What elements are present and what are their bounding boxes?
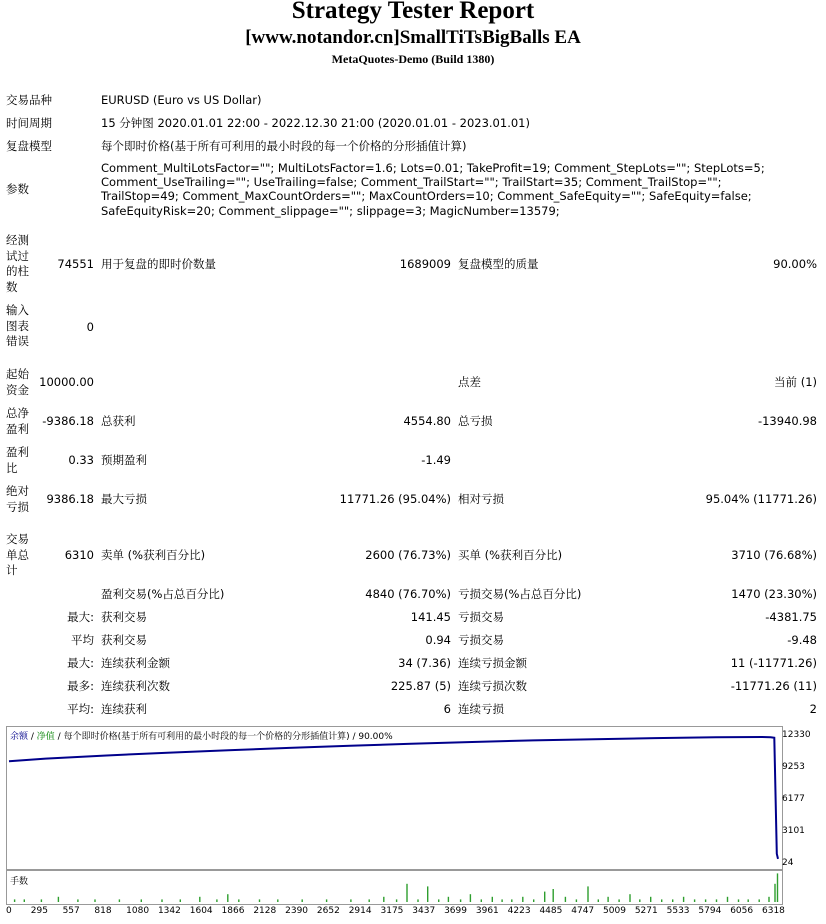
most-cons-profit-value: 225.87 (5) [390,679,451,693]
volume-bar [161,899,162,902]
y-tick-label: 12330 [782,730,811,740]
profit-factor-label: 盈利比 [6,445,29,475]
legend-equity: 净值 [36,732,55,742]
volume-bar [738,899,739,902]
volume-bar [277,899,278,902]
x-tick-label: 3961 [475,906,499,916]
x-tick-label: 818 [94,906,112,916]
volume-bar [511,899,512,902]
rel-drawdown-label: 相对亏损 [458,492,504,506]
volume-bar [383,897,384,902]
x-tick-label: 1080 [126,906,150,916]
x-tick-label: 5009 [603,906,626,916]
x-tick-label: 557 [62,906,80,916]
x-tick-label: 2914 [348,906,372,916]
ticks-value: 1689009 [399,257,451,271]
mismatch-value: 0 [86,320,94,334]
profit-trades-label: 盈利交易(%占总百分比) [101,587,225,601]
average-profit-value: 0.94 [425,633,451,647]
volume-bar [302,899,303,902]
volume-bar [501,899,502,902]
x-tick-label: 2128 [253,906,277,916]
profit-factor-value: 0.33 [68,453,94,467]
legend-balance: 余额 [10,732,29,742]
symbol-label: 交易品种 [6,93,52,107]
symbol-value: EURUSD (Euro vs US Dollar) [101,93,262,107]
x-tick-label: 3175 [380,906,404,916]
volume-bar [460,899,461,902]
net-profit-value: -9386.18 [42,414,94,428]
avg-cons-losses-value: 2 [809,702,817,716]
average-prefix: 平均 [71,633,94,647]
avg-cons-prefix: 平均: [67,702,94,716]
volume-bar [350,899,351,902]
volume-bar [716,899,717,902]
volume-bar [141,899,142,902]
volume-bar [533,899,534,902]
balance-line-plot [7,727,782,869]
volume-bar [238,899,239,902]
average-loss-label: 亏损交易 [458,633,504,647]
avg-cons-losses-label: 连续亏损 [458,702,504,716]
y-tick-label: 24 [782,858,794,868]
volume-bar [629,894,630,902]
volume-bar [672,899,673,902]
largest-profit-label: 获利交易 [101,610,147,624]
max-drawdown-label: 最大亏损 [101,492,147,506]
volume-bar [618,899,619,902]
volume-bar [639,899,640,902]
params-label: 参数 [6,182,29,196]
loss-trades-label: 亏损交易(%占总百分比) [458,587,582,601]
volume-bar [216,899,217,902]
x-tick-label: 3699 [444,906,467,916]
abs-drawdown-label: 绝对亏损 [6,484,29,514]
volume-chart [6,870,783,905]
volume-bar [119,899,120,902]
volume-bar [369,899,370,902]
x-tick-label: 6318 [762,906,785,916]
x-tick-label: 2390 [285,906,309,916]
maximum-prefix: 最大: [67,656,94,670]
x-tick-label: 295 [30,906,48,916]
most-cons-loss-label: 连续亏损次数 [458,679,527,693]
max-cons-losses-label: 连续亏损金额 [458,656,527,670]
bars-value: 74551 [57,257,94,271]
bars-label: 经测试过的柱数 [6,233,29,294]
total-trades-label: 交易单总计 [6,532,29,577]
expert-name: [www.notandor.cn]SmallTiTsBigBalls EA [245,27,581,48]
avg-cons-wins-value: 6 [443,702,451,716]
gross-profit-value: 4554.80 [403,414,451,428]
volume-bar [227,894,228,902]
volume-bar [438,899,439,902]
legend-sep-1: / [28,732,37,742]
x-tick-label: 4485 [539,906,563,916]
volume-bar [470,894,471,902]
largest-prefix: 最大: [67,610,94,624]
long-positions-value: 3710 (76.68%) [731,548,817,562]
volume-bar [683,897,684,902]
volume-bar [661,899,662,902]
model-label: 复盘模型 [6,139,52,153]
x-tick-label: 4223 [507,906,531,916]
volume-bar [727,897,728,902]
most-prefix: 最多: [67,679,94,693]
volume-bar [694,899,695,902]
volume-bar [748,899,749,902]
loss-trades-value: 1470 (23.30%) [731,587,817,601]
deposit-value: 10000.00 [39,375,94,389]
volume-label: 手数 [10,877,29,887]
x-tick-label: 0 [6,906,12,916]
legend-quality: 90.00% [358,732,393,742]
spread-value: 当前 (1) [774,375,817,389]
long-positions-label: 买单 (%获利百分比) [458,548,563,562]
rel-drawdown-value: 95.04% (11771.26) [705,492,817,506]
volume-bar [24,899,25,902]
x-tick-label: 2652 [316,906,340,916]
volume-bar [607,897,608,902]
x-tick-label: 1604 [189,906,213,916]
model-value: 每个即时价格(基于所有可利用的最小时段的每一个价格的分形插值计算) [101,139,467,153]
short-positions-label: 卖单 (%获利百分比) [101,548,206,562]
max-cons-wins-label: 连续获利金额 [101,656,170,670]
expected-payoff-label: 预期盈利 [101,453,147,467]
legend-model: 每个即时价格(基于所有可利用的最小时段的每一个价格的分形插值计算) [63,732,350,742]
y-tick-label: 6177 [782,794,805,804]
period-label: 时间周期 [6,116,52,130]
x-tick-label: 4747 [571,906,595,916]
report-title: Strategy Tester Report [291,0,535,24]
y-tick-label: 3101 [782,825,805,836]
volume-bar [553,889,554,902]
period-value: 15 分钟图 2020.01.01 22:00 - 2022.12.30 21:00 (2020.01.01 - 2023.01.01) [101,116,530,130]
x-tick-label: 5794 [698,906,722,916]
legend-sep-3: / [349,732,359,742]
volume-bars-plot [7,871,782,904]
params-value: Comment_MultiLotsFactor=""; MultiLotsFactor=1.6; Lots=0.01; TakeProfit=19; Comment_StepLots=""; StepLots=5; Comment_UseTrailing=""; UseTrailing=false; Comment_TrailStart=""; TrailStart=35; Comment_TrailStop=""; TrailStop=49; Comment_MaxCountOrders=""; MaxCountOrders=10; Comment_SafeEquity=""; SafeEquity=false; SafeEquityRisk=20; Comment_slippage=""; slippage=3; MagicNumber=13579; [101,161,765,218]
server-build: MetaQuotes-Demo (Build 1380) [331,52,495,66]
x-tick-label: 5533 [666,906,690,916]
average-loss-value: -9.48 [787,633,817,647]
x-tick-label: 5271 [634,906,658,916]
volume-bar [326,899,327,902]
most-cons-loss-value: -11771.26 (11) [730,679,817,693]
volume-bar [565,897,566,902]
max-cons-wins-value: 34 (7.36) [398,656,451,670]
quality-label: 复盘模型的质量 [458,257,539,271]
deposit-label: 起始资金 [6,367,29,397]
volume-bar [259,899,260,902]
max-drawdown-value: 11771.26 (95.04%) [339,492,451,506]
average-profit-label: 获利交易 [101,633,147,647]
volume-bar [94,899,95,902]
x-tick-label: 1866 [221,906,245,916]
volume-bar [481,899,482,902]
volume-bar [180,899,181,902]
ticks-label: 用于复盘的即时价数量 [101,257,216,271]
volume-bar [576,899,577,902]
volume-bar [492,897,493,902]
mismatch-label: 输入图表错误 [6,303,29,348]
gross-loss-label: 总亏损 [458,414,493,428]
short-positions-value: 2600 (76.73%) [365,548,451,562]
balance-series-line [9,737,778,859]
gross-profit-label: 总获利 [101,414,136,428]
largest-loss-label: 亏损交易 [458,610,504,624]
volume-bar [14,899,15,902]
volume-bar [58,897,59,902]
volume-bar [768,897,769,902]
max-cons-losses-value: 11 (-11771.26) [730,656,817,670]
volume-bar [705,899,706,902]
x-tick-label: 6056 [730,906,754,916]
balance-chart [6,726,783,870]
volume-bar [448,897,449,902]
volume-bar [41,899,42,902]
volume-bar [650,897,651,902]
net-profit-label: 总净盈利 [6,406,29,436]
volume-bar [587,886,588,902]
volume-bar [522,897,523,902]
largest-loss-value: -4381.75 [765,610,817,624]
volume-bar [417,899,418,902]
volume-bar [759,899,760,902]
avg-cons-wins-label: 连续获利 [101,702,147,716]
volume-bar [427,886,428,902]
x-tick-label: 3437 [412,906,436,916]
most-cons-profit-label: 连续获利次数 [101,679,170,693]
volume-bar [544,892,545,902]
volume-bar [199,897,200,902]
volume-bar [396,899,397,902]
gross-loss-value: -13940.98 [757,414,817,428]
volume-bar [598,899,599,902]
total-trades-value: 6310 [64,548,94,562]
abs-drawdown-value: 9386.18 [46,492,94,506]
volume-bar [406,884,407,902]
spread-label: 点差 [458,375,481,389]
volume-bar [77,899,78,902]
quality-value: 90.00% [773,257,817,271]
y-tick-label: 9253 [782,762,805,772]
x-tick-label: 1342 [157,906,181,916]
volume-bar [777,873,778,902]
profit-trades-value: 4840 (76.70%) [365,587,451,601]
legend-sep-2: / [54,732,64,742]
expected-payoff-value: -1.49 [421,453,451,467]
largest-profit-value: 141.45 [410,610,451,624]
volume-bar [774,884,775,902]
